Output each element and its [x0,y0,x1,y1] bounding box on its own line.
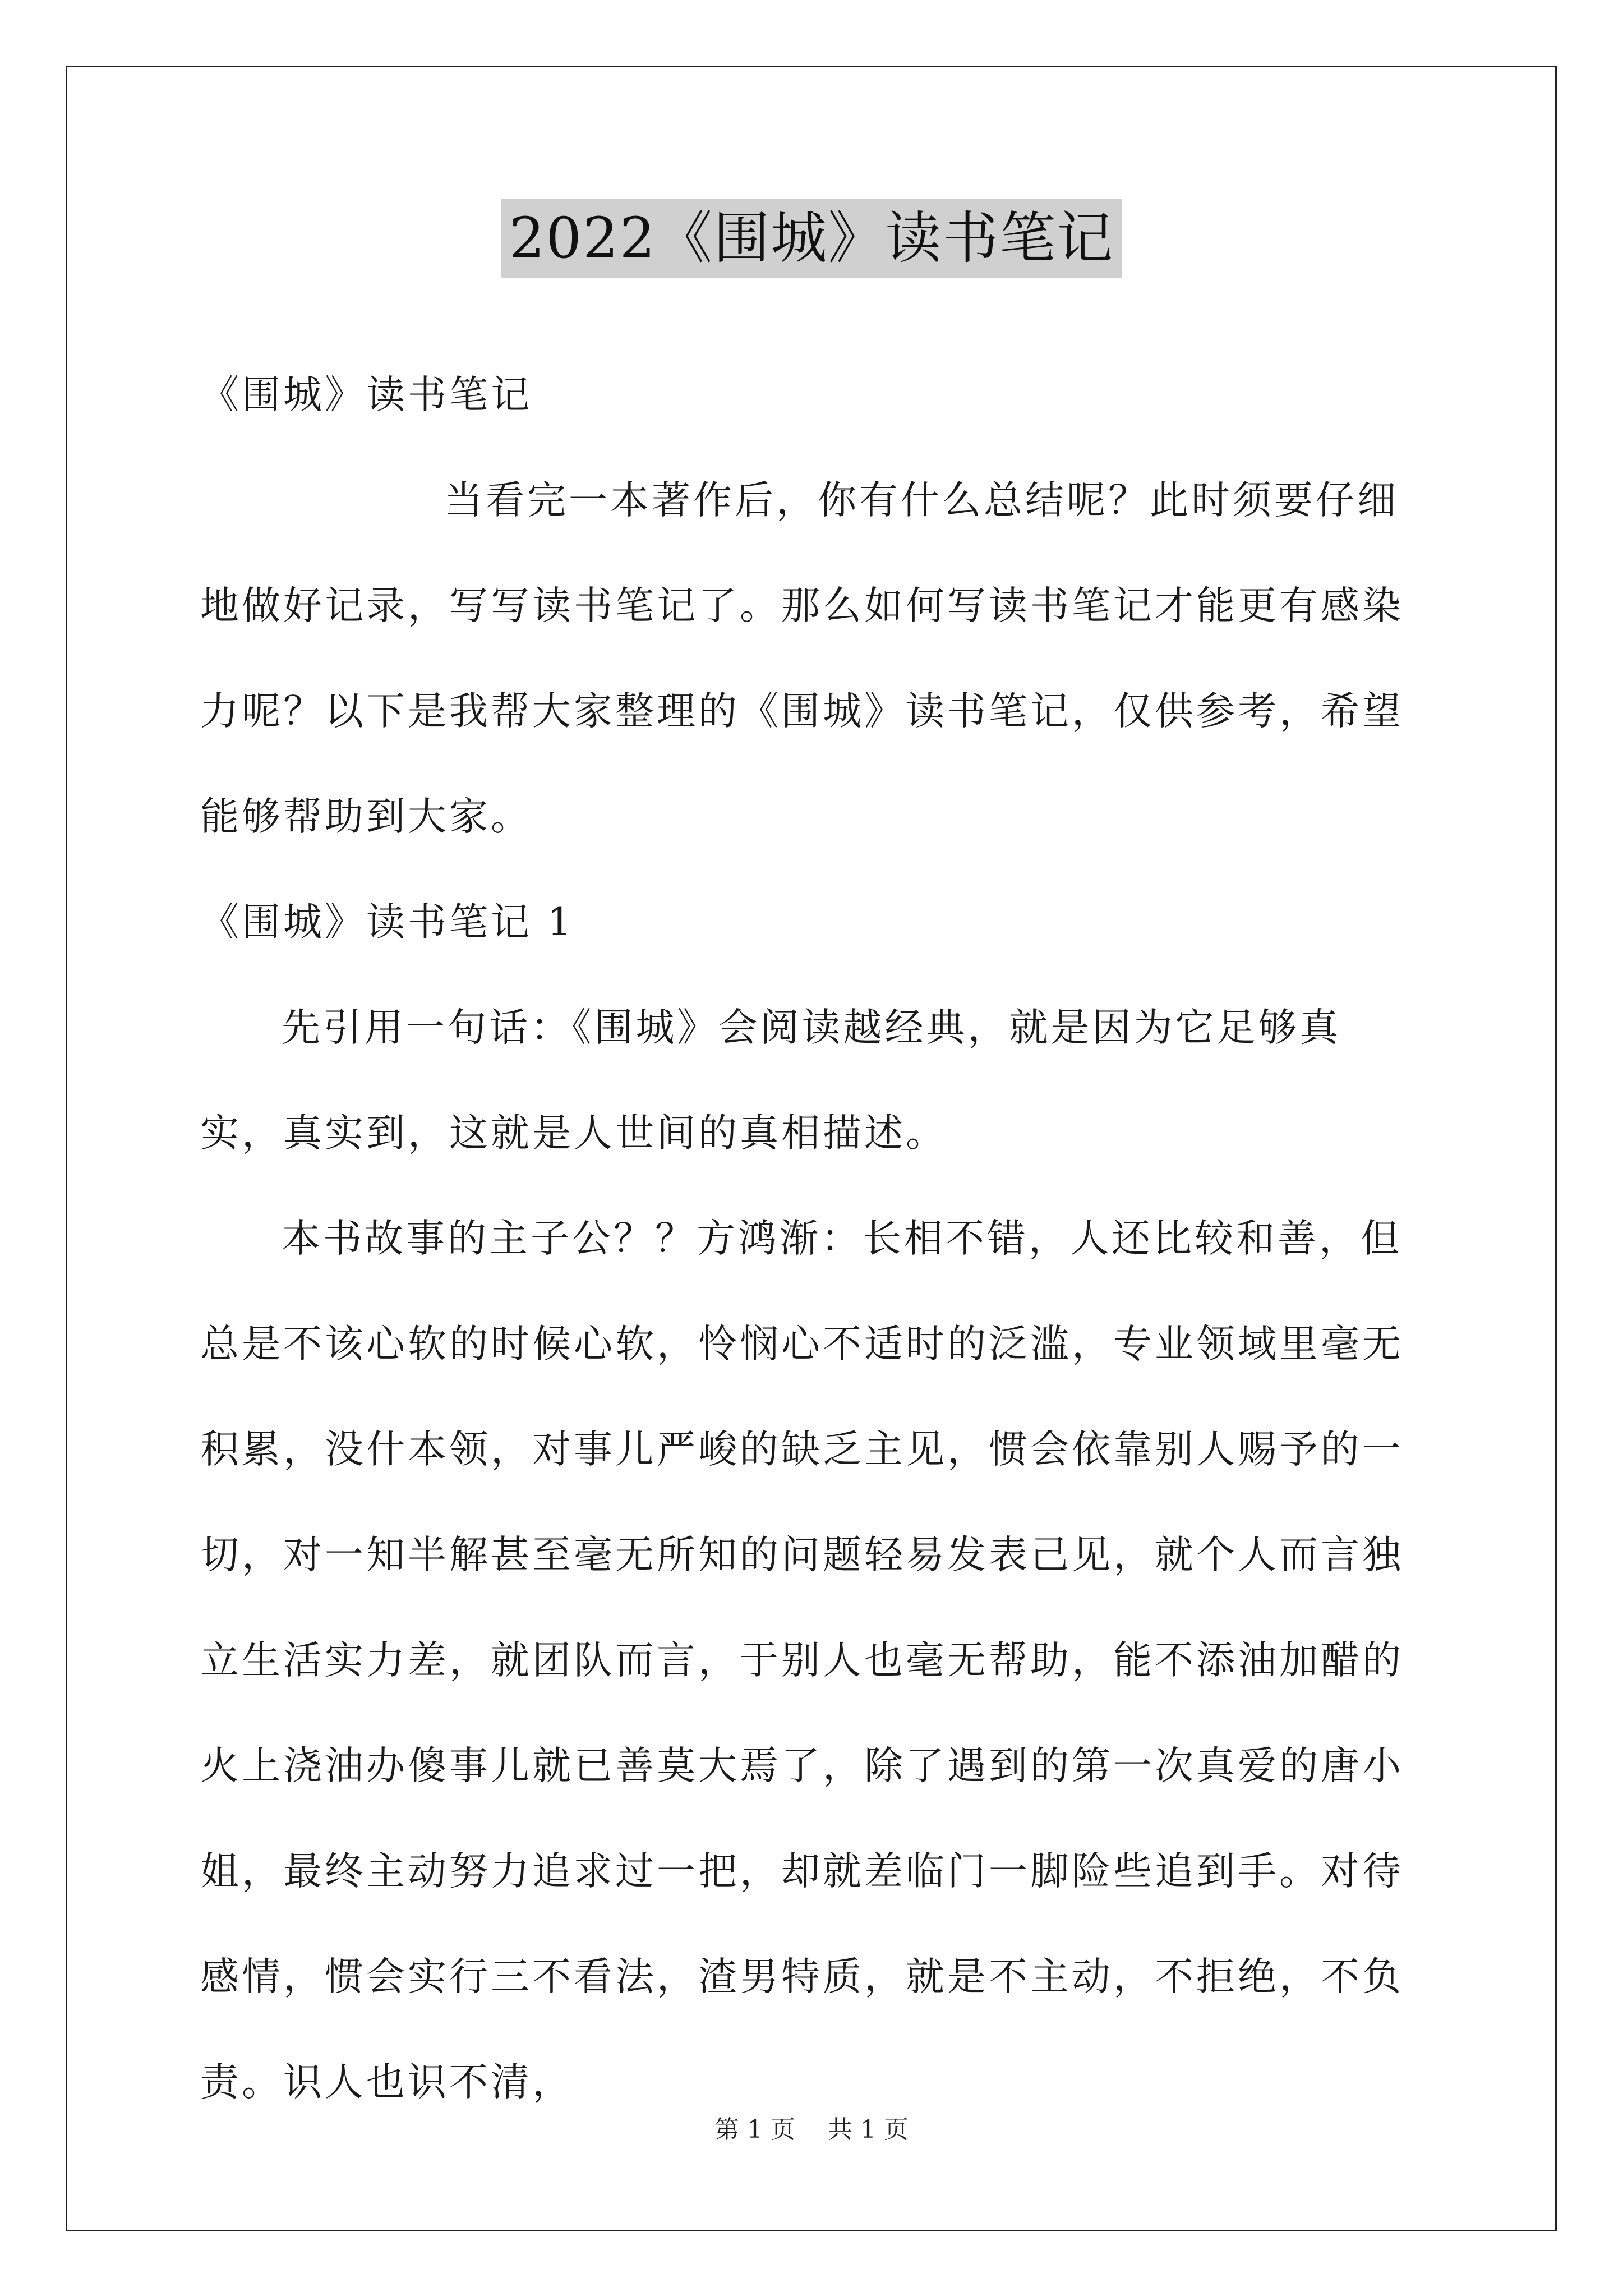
page-total: 共 1 页 [828,2115,909,2144]
intro-paragraph: 当看完一本著作后，你有什么总结呢？此时须要仔细地做好记录，写写读书笔记了。那么如何写读书笔记才能更有感染力呢？以下是我帮大家整理的《围城》读书笔记，仅供参考，希望能够帮助到大家。 [200,478,1404,839]
document-title: 2022《围城》读书笔记 [501,199,1122,278]
body-paragraph-1: 先引用一句话：《围城》会阅读越经典，就是因为它足够真实，真实到，这就是人世间的真相描述。 [200,1005,1341,1156]
section-heading: 《围城》读书笔记 1 [200,900,575,945]
body-paragraph-2: 本书故事的主子公？？方鸿渐：长相不错，人还比较和善，但总是不该心软的时候心软，怜悯心不适时的泛滥，专业领域里毫无积累，没什本领，对事儿严峻的缺乏主见，惯会依靠别人赐予的一切，对一知半解甚至毫无所知的问题轻易发表己见，就个人而言独立生活实力差，就团队而言，于别人也毫无帮助，能不添油加醋的火上浇油办傻事儿就已善莫大焉了，除了遇到的第一次真爱的唐小姐，最终主动努力追求过一把，却就差临门一脚险些追到手。对待感情，惯会实行三不看法，渣男特质，就是不主动，不拒绝，不负责。识人也识不清， [200,1216,1404,2105]
document-body [200,342,1423,2135]
subtitle: 《围城》读书笔记 [200,372,532,417]
page-footer [0,2109,1623,2145]
title-container [0,199,1623,278]
page-number: 第 1 页 [714,2115,795,2144]
